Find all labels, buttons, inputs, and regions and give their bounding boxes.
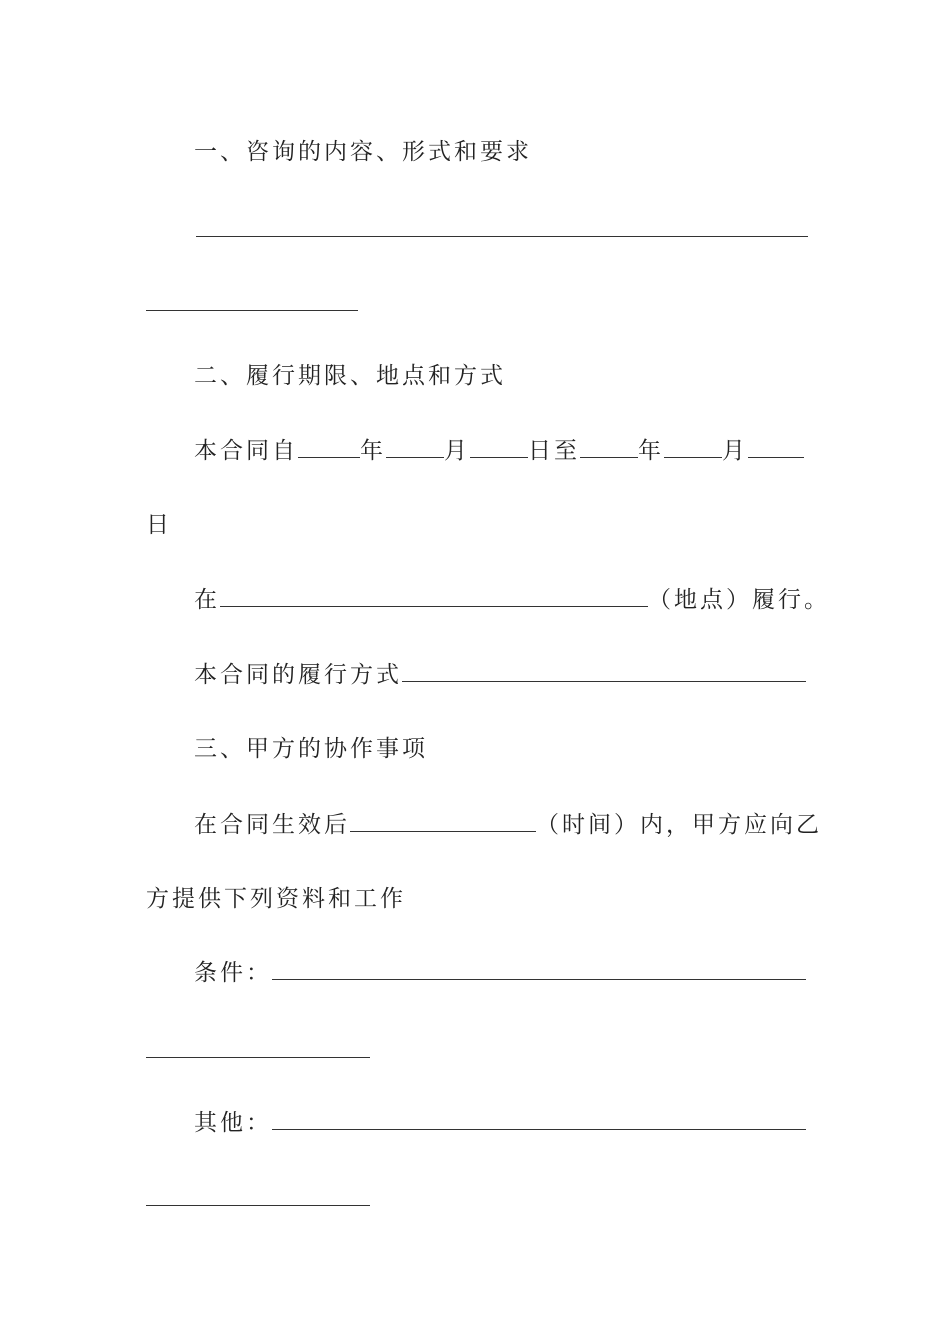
month-label-1: 月 — [444, 438, 470, 464]
month-label-2: 月 — [722, 438, 748, 464]
other-blank-line-2 — [146, 1205, 370, 1206]
method-prefix: 本合同的履行方式 — [194, 662, 402, 688]
provide-suffix: （时间）内，甲方应向乙 — [536, 812, 822, 838]
start-day-blank — [470, 437, 528, 458]
conditions-blank-line-2 — [146, 1057, 370, 1058]
content-blank-line-2 — [146, 310, 358, 311]
place-blank — [220, 586, 648, 607]
time-blank — [350, 811, 536, 832]
method-line — [194, 660, 806, 690]
place-suffix: （地点）履行。 — [648, 587, 830, 613]
section-3-heading: 三、甲方的协作事项 — [194, 736, 428, 762]
day-label-2: 日 — [146, 512, 172, 538]
day-to-label: 日至 — [528, 438, 580, 464]
conditions-line — [194, 958, 806, 988]
start-month-blank — [386, 437, 444, 458]
start-year-blank — [298, 437, 360, 458]
end-year-blank — [580, 437, 638, 458]
place-line — [194, 585, 830, 615]
conditions-blank — [272, 959, 806, 980]
provide-continuation: 方提供下列资料和工作 — [146, 886, 406, 912]
other-line — [194, 1108, 806, 1138]
year-label-2: 年 — [638, 438, 664, 464]
period-prefix: 本合同自 — [194, 438, 298, 464]
end-day-blank — [748, 437, 804, 458]
year-label-1: 年 — [360, 438, 386, 464]
conditions-label: 条件： — [194, 960, 272, 986]
section-2-heading: 二、履行期限、地点和方式 — [194, 363, 506, 389]
period-line — [194, 436, 804, 466]
other-blank — [272, 1109, 806, 1130]
place-prefix: 在 — [194, 587, 220, 613]
provide-line — [194, 810, 822, 840]
provide-prefix: 在合同生效后 — [194, 812, 350, 838]
section-1-heading: 一、咨询的内容、形式和要求 — [194, 139, 532, 165]
end-month-blank — [664, 437, 722, 458]
content-blank-line-1 — [196, 236, 808, 237]
method-blank — [402, 661, 806, 682]
other-label: 其他： — [194, 1110, 272, 1136]
